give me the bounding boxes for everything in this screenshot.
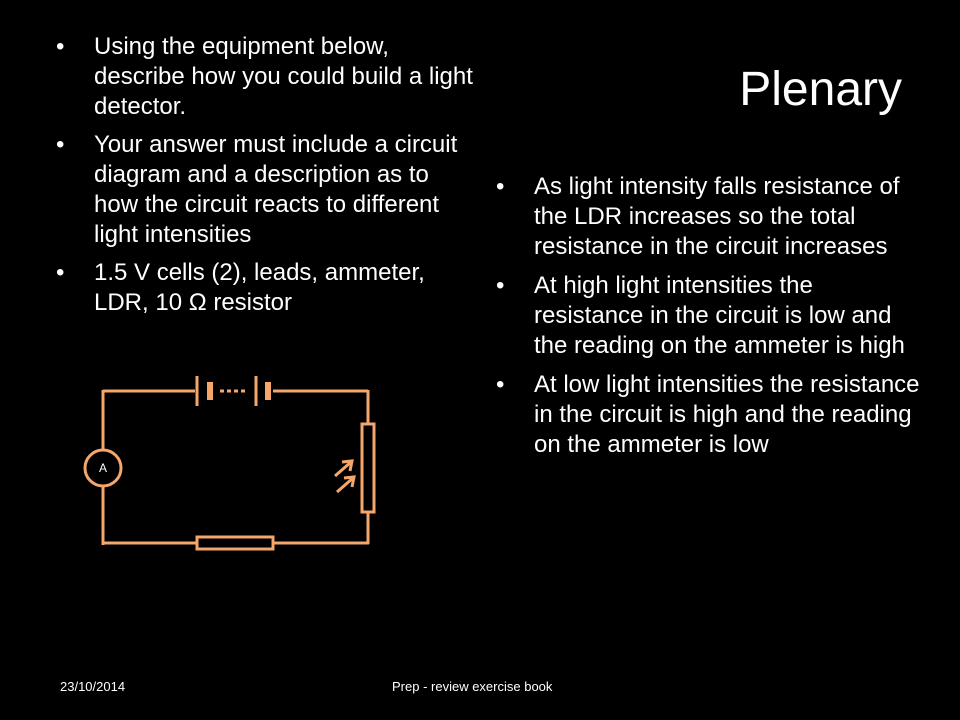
ammeter-label: A	[98, 461, 108, 475]
task-bullet-list	[56, 32, 476, 326]
answer-bullet-list	[496, 172, 926, 469]
slide-title: Plenary	[739, 63, 902, 116]
light-arrow	[337, 478, 353, 492]
bullet-item: • At low light intensities the resistance in the circuit is high and the reading on the ammeter is low	[496, 370, 926, 460]
bullet-item: • Using the equipment below, describe how you could build a light detector.	[56, 32, 476, 122]
light-arrow	[335, 462, 351, 476]
fixed-resistor	[197, 537, 273, 549]
bullet-item: • 1.5 V cells (2), leads, ammeter, LDR, 10 Ω resistor	[56, 258, 476, 318]
ldr-resistor	[362, 424, 374, 512]
bullet-item: • At high light intensities the resistance in the circuit is low and the reading on the ammeter is high	[496, 271, 926, 361]
footer-date: 23/10/2014	[60, 679, 126, 694]
bullet-item: • As light intensity falls resistance of the LDR increases so the total resistance in the circuit increases	[496, 172, 926, 262]
circuit-diagram	[80, 368, 380, 558]
footer-text: Prep - review exercise book	[392, 679, 553, 694]
bullet-item: • Your answer must include a circuit diagram and a description as to how the circuit reacts to different light intensities	[56, 130, 476, 250]
